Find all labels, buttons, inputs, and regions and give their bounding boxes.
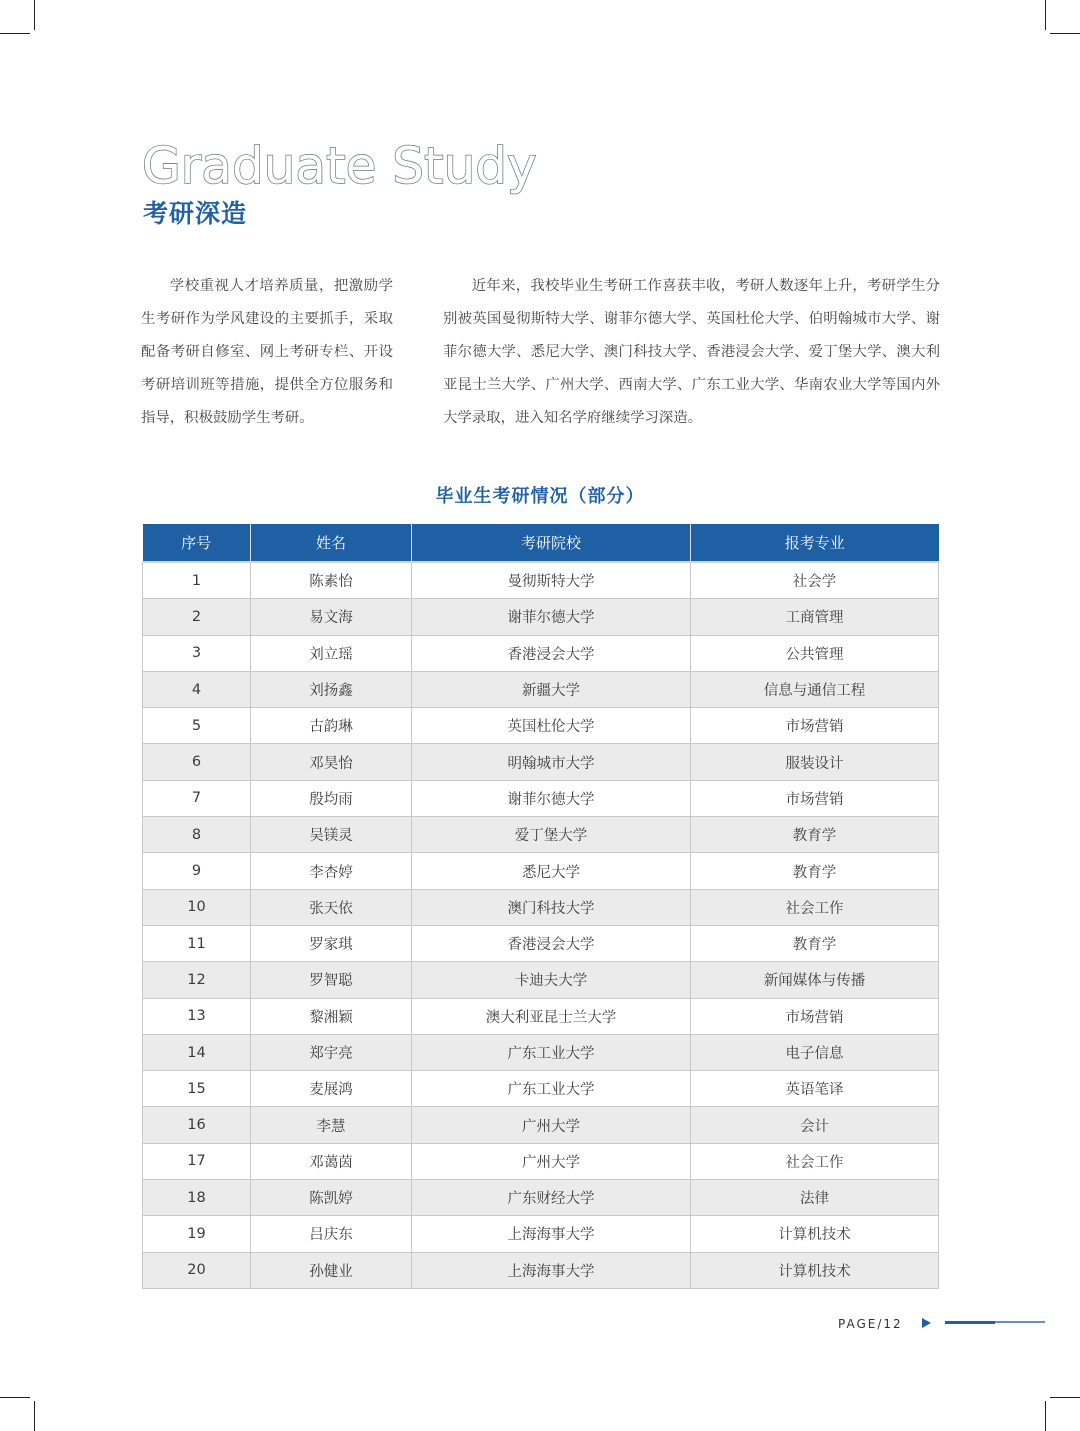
cell-major: 社会学 [691,562,939,599]
cell-index: 15 [143,1071,251,1107]
crop-mark [1050,33,1080,34]
cell-school: 澳大利亚昆士兰大学 [412,998,691,1034]
crop-mark [1045,1401,1046,1431]
cell-school: 谢菲尔德大学 [412,599,691,635]
cell-name: 李杏婷 [251,853,412,889]
cell-index: 1 [143,562,251,599]
cell-school: 卡迪夫大学 [412,962,691,998]
cell-index: 12 [143,962,251,998]
cell-school: 香港浸会大学 [412,635,691,671]
cell-school: 悉尼大学 [412,853,691,889]
page-title-chinese: 考研深造 [143,199,248,228]
intro-right-text: 近年来，我校毕业生考研工作喜获丰收，考研人数逐年上升，考研学生分别被英国曼彻斯特大学、谢菲尔德大学、英国杜伦大学、伯明翰城市大学、谢菲尔德大学、悉尼大学、澳门科技大学、香港浸会大学、爱丁堡大学、澳大利亚昆士兰大学、广州大学、西南大学、广东工业大学、华南农业大学等国内外大学录取，进入知名学府继续学习深造。 [443,278,940,426]
crop-mark [1045,0,1046,30]
cell-index: 11 [143,925,251,961]
crop-mark [34,0,35,30]
crop-mark [0,33,30,34]
cell-name: 郑宇亮 [251,1034,412,1070]
cell-index: 8 [143,817,251,853]
crop-mark [0,1397,30,1398]
cell-major: 计算机技术 [691,1252,939,1288]
cell-school: 广州大学 [412,1107,691,1143]
cell-index: 19 [143,1216,251,1252]
cell-school: 谢菲尔德大学 [412,780,691,816]
cell-major: 新闻媒体与传播 [691,962,939,998]
table-row [143,1034,939,1070]
graduate-study-table [142,524,939,1289]
table-row [143,925,939,961]
table-row [143,817,939,853]
cell-major: 公共管理 [691,635,939,671]
cell-name: 麦展鸿 [251,1071,412,1107]
cell-school: 明翰城市大学 [412,744,691,780]
cell-index: 16 [143,1107,251,1143]
cell-name: 罗智聪 [251,962,412,998]
table-row [143,889,939,925]
cell-major: 信息与通信工程 [691,671,939,707]
table-row [143,708,939,744]
cell-school: 新疆大学 [412,671,691,707]
table-row [143,1252,939,1288]
cell-major: 电子信息 [691,1034,939,1070]
cell-name: 李慧 [251,1107,412,1143]
cell-major: 法律 [691,1180,939,1216]
cell-index: 20 [143,1252,251,1288]
table-body [143,562,939,1288]
cell-school: 广东财经大学 [412,1180,691,1216]
cell-major: 市场营销 [691,780,939,816]
cell-major: 会计 [691,1107,939,1143]
cell-major: 社会工作 [691,1143,939,1179]
cell-school: 英国杜伦大学 [412,708,691,744]
cell-major: 教育学 [691,853,939,889]
cell-school: 香港浸会大学 [412,925,691,961]
table-row [143,1071,939,1107]
cell-index: 7 [143,780,251,816]
table-row [143,962,939,998]
cell-index: 18 [143,1180,251,1216]
cell-name: 黎湘颖 [251,998,412,1034]
cell-name: 邓昊怡 [251,744,412,780]
header-index: 序号 [143,524,251,562]
page-number: PAGE/12 [838,1317,903,1331]
table-row [143,671,939,707]
cell-school: 广东工业大学 [412,1071,691,1107]
table-row [143,1180,939,1216]
cell-name: 罗家琪 [251,925,412,961]
cell-major: 社会工作 [691,889,939,925]
table-row [143,744,939,780]
cell-major: 教育学 [691,817,939,853]
cell-name: 殷均雨 [251,780,412,816]
table-header-row [143,524,939,562]
cell-name: 刘扬鑫 [251,671,412,707]
table-row [143,562,939,599]
table-row [143,780,939,816]
intro-left-text: 学校重视人才培养质量，把激励学生考研作为学风建设的主要抓手，采取配备考研自修室、网上考研专栏、开设考研培训班等措施，提供全方位服务和指导，积极鼓励学生考研。 [141,278,393,426]
table-row [143,1216,939,1252]
header-major: 报考专业 [691,524,939,562]
cell-name: 张天依 [251,889,412,925]
cell-index: 13 [143,998,251,1034]
cell-school: 广州大学 [412,1143,691,1179]
crop-mark [1050,1397,1080,1398]
intro-paragraph-left [141,270,393,435]
footer-rule [995,1321,1045,1323]
cell-index: 2 [143,599,251,635]
cell-school: 爱丁堡大学 [412,817,691,853]
cell-name: 吴镁灵 [251,817,412,853]
cell-major: 市场营销 [691,998,939,1034]
cell-name: 古韵琳 [251,708,412,744]
cell-school: 上海海事大学 [412,1216,691,1252]
cell-index: 9 [143,853,251,889]
intro-paragraph-right [443,270,940,435]
cell-major: 计算机技术 [691,1216,939,1252]
cell-index: 10 [143,889,251,925]
cell-major: 英语笔译 [691,1071,939,1107]
cell-name: 陈素怡 [251,562,412,599]
cell-name: 吕庆东 [251,1216,412,1252]
cell-school: 澳门科技大学 [412,889,691,925]
cell-index: 17 [143,1143,251,1179]
cell-school: 曼彻斯特大学 [412,562,691,599]
cell-major: 服装设计 [691,744,939,780]
table-row [143,1107,939,1143]
cell-school: 广东工业大学 [412,1034,691,1070]
table-row [143,998,939,1034]
play-arrow-icon [922,1318,931,1328]
cell-index: 3 [143,635,251,671]
table-row [143,1143,939,1179]
table-row [143,853,939,889]
header-name: 姓名 [251,524,412,562]
header-school: 考研院校 [412,524,691,562]
cell-major: 教育学 [691,925,939,961]
cell-name: 孙健业 [251,1252,412,1288]
cell-name: 易文海 [251,599,412,635]
cell-name: 邓蔼茵 [251,1143,412,1179]
cell-name: 刘立瑶 [251,635,412,671]
cell-index: 4 [143,671,251,707]
table-row [143,635,939,671]
cell-index: 5 [143,708,251,744]
table-title: 毕业生考研情况（部分） [435,486,645,507]
cell-name: 陈凯婷 [251,1180,412,1216]
cell-major: 市场营销 [691,708,939,744]
footer-rule [945,1321,995,1324]
page-title-english: Graduate Study [142,137,537,195]
cell-school: 上海海事大学 [412,1252,691,1288]
cell-major: 工商管理 [691,599,939,635]
cell-index: 6 [143,744,251,780]
cell-index: 14 [143,1034,251,1070]
crop-mark [34,1401,35,1431]
table-row [143,599,939,635]
